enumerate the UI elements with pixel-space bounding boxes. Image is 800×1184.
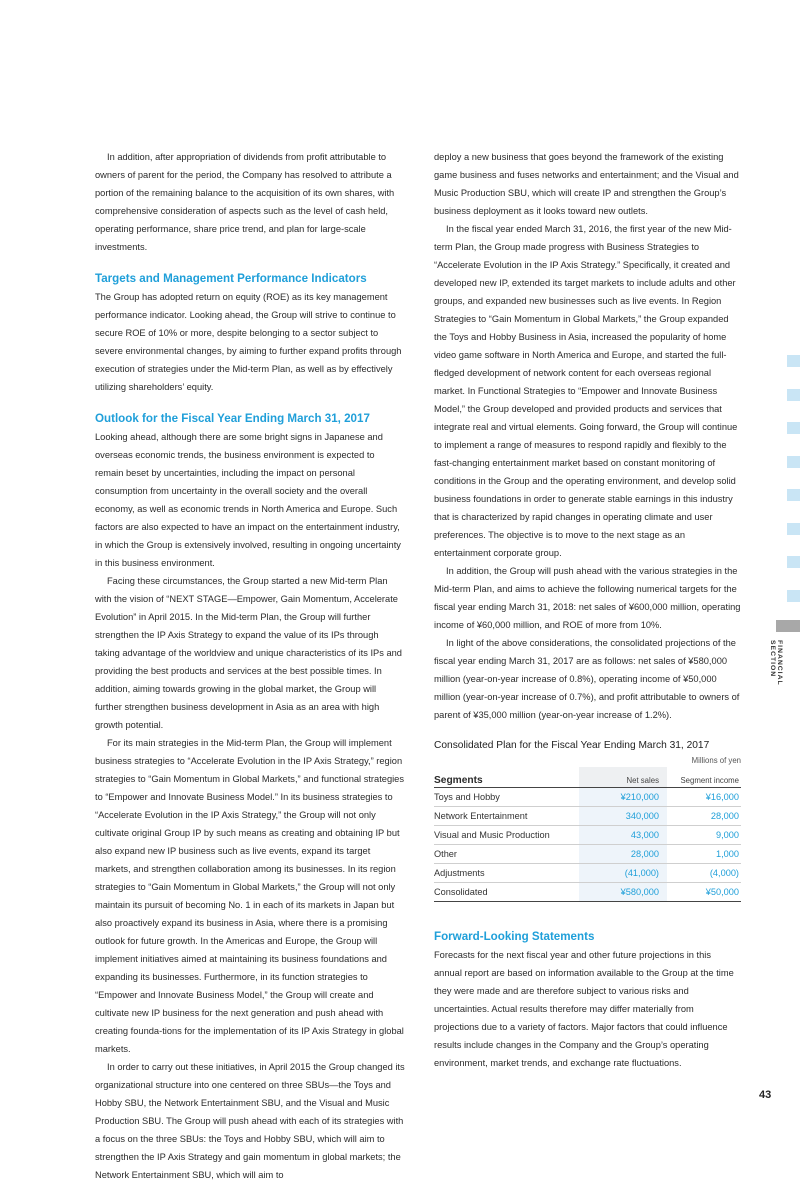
section-label: FINANCIAL SECTION xyxy=(769,640,783,686)
section-tabs xyxy=(787,355,800,623)
row-segment-income: (4,000) xyxy=(667,864,741,883)
section-tab[interactable] xyxy=(787,456,800,468)
section-tab[interactable] xyxy=(787,556,800,568)
row-net-sales: 43,000 xyxy=(579,826,667,845)
row-net-sales: (41,000) xyxy=(579,864,667,883)
table-row xyxy=(434,826,741,845)
section-tab[interactable] xyxy=(787,523,800,535)
table-row xyxy=(434,807,741,826)
paragraph-outlook-2: Facing these circumstances, the Group started a new Mid-term Plan with the vision of “NEXT STAGE—Empower, Gain Momentum, Accelerate Evolution” in April 2015. In the Mid-term Plan, the Group will further strengthen the IP Axis Strategy to expand the value of its IPs through taking advantage of the worldview and unique characteristics of its IPs and providing the best products and services at the best possible times. In addition, aiming towards growing in the global market, the Group will further strengthen business development in Asia as an area with high growth potential. xyxy=(95,576,402,730)
row-segment: Toys and Hobby xyxy=(434,788,579,807)
heading-forward-looking: Forward-Looking Statements xyxy=(434,930,595,943)
section-tab[interactable] xyxy=(787,489,800,501)
row-segment-income: ¥50,000 xyxy=(667,883,741,902)
consolidated-plan-table xyxy=(434,754,741,902)
table-row xyxy=(434,788,741,807)
column-header-net-sales: Net sales xyxy=(579,767,667,788)
section-tab-active[interactable] xyxy=(776,620,800,632)
table-title: Consolidated Plan for the Fiscal Year Ending March 31, 2017 xyxy=(434,740,710,751)
row-net-sales: 28,000 xyxy=(579,845,667,864)
section-tab[interactable] xyxy=(787,590,800,602)
paragraph-outlook-1: Looking ahead, although there are some bright signs in Japanese and overseas economic trends, the business environment is expected to remain beset by uncertainties, including the impact on personal consumption from uncertainty in the overall society and the overall economy, as well as economic trends in North America and Europe. Such factors are also expected to have an impact on the entertainment industry, in which the Group is extensively involved, resulting in ongoing uncertainty in this business environment. xyxy=(95,432,401,568)
row-segment-income: 1,000 xyxy=(667,845,741,864)
paragraph-targets-2018: In addition, the Group will push ahead with the various strategies in the Mid-term Plan, and aims to achieve the following numerical targets for the fiscal year ending March 31, 2018: net sales of ¥600,000 million, operating income of ¥60,000 million, and ROE of more from 10%. xyxy=(434,566,741,630)
paragraph-projections-2017: In light of the above considerations, the consolidated projections of the fiscal year ending March 31, 2017 are as follows: net sales of ¥580,000 million (year-on-year increase of 0.8%), operating income of ¥50,000 million (year-on-year increase of 0.7%), and profit attributable to owners of parent of ¥35,000 million (year-on-year increase of 1.2%). xyxy=(434,638,740,720)
paragraph-targets: The Group has adopted return on equity (ROE) as its key management performance indicator. Looking ahead, the Group will strive to continue to secure ROE of 10% or more, despite belonging to a sector subject to severe environmental changes, by aiming to further expand profits through execution of strategies under the Mid-term Plan, as well as by effectively utilizing shareholders’ equity. xyxy=(95,292,402,392)
table-row xyxy=(434,845,741,864)
row-segment: Consolidated xyxy=(434,883,579,902)
heading-outlook: Outlook for the Fiscal Year Ending March 31, 2017 xyxy=(95,412,370,425)
row-segment: Other xyxy=(434,845,579,864)
paragraph-outlook-4: In order to carry out these initiatives, in April 2015 the Group changed its organizational structure into one centered on three SBUs—the Toys and Hobby SBU, the Network Entertainment SBU, and the Visual and Music Production SBU. The Group will push ahead with each of its strategies with a focus on the three SBUs: the Toys and Hobby SBU, which will aim to strengthen the IP Axis Strategy and gain momentum in global markets; the Network Entertainment SBU, which will aim to xyxy=(95,1062,405,1180)
row-segment: Network Entertainment xyxy=(434,807,579,826)
section-tab[interactable] xyxy=(787,389,800,401)
row-segment-income: ¥16,000 xyxy=(667,788,741,807)
column-header-segment-income: Segment income xyxy=(667,767,741,788)
column-header-segments: Segments xyxy=(434,767,579,788)
row-net-sales: ¥580,000 xyxy=(579,883,667,902)
row-segment: Visual and Music Production xyxy=(434,826,579,845)
paragraph-outlook-3: For its main strategies in the Mid-term Plan, the Group will implement business strategies to “Accelerate Evolution in the IP Axis Strategy,” region strategies to “Gain Momentum in Global Markets,” and functional strategies to “Empower and Innovate Business Model.” In its business strategies to “Accelerate Evolution in the IP Axis Strategy,” the Group will not only cultivate original Group IP by such means as creating and obtaining IP but also expand new IP business such as live events, expand its target markets, and strengthen collaboration among its businesses. In its region strategies to “Gain Momentum in Global Markets,” the Group will not only maintain its pursuit of becoming No. 1 in each of its markets in Japan but also proactively expand its business in Asia, where there is a promising outlook for future growth. In the Americas and Europe, the Group will implement initiatives aimed at maintaining its business foundations and expanding its businesses. Furthermore, in its function strategies to “Empower and Innovate Business Model,” the Group will create and cultivate new IP business for the next generation and push ahead with creating founda-tions for the implementation of its IP Axis Strategy in global markets. xyxy=(95,738,405,1054)
paragraph-share-acquisition: In addition, after appropriation of dividends from profit attributable to owners of parent for the period, the Company has resolved to attribute a portion of the remaining balance to the acquisition of its own shares, with comprehensive consideration of aspects such as the level of cash held, operating performance, share price trend, and plan for large-scale investments. xyxy=(95,152,395,252)
table-row xyxy=(434,864,741,883)
page-number: 43 xyxy=(759,1089,772,1101)
row-net-sales: ¥210,000 xyxy=(579,788,667,807)
paragraph-forward-looking: Forecasts for the next fiscal year and other future projections in this annual report are based on information available to the Group at the time they were made and are therefore subject to various risks and uncertainties. Actual results therefore may differ materially from projections due to a variety of factors. Major factors that could influence results include changes in the Company and the Group’s operating environment, market trends, and exchange rate fluctuations. xyxy=(434,950,734,1068)
heading-targets: Targets and Management Performance Indicators xyxy=(95,272,367,285)
section-tab[interactable] xyxy=(787,355,800,367)
right-column xyxy=(434,148,741,1072)
table-row xyxy=(434,883,741,902)
paragraph-continued: deploy a new business that goes beyond the framework of the existing game business and fuses networks and entertainment; and the Visual and Music Production SBU, which will create IP and strengthen the Group’s business deployment as it looks toward new outlets. xyxy=(434,152,739,216)
row-segment-income: 9,000 xyxy=(667,826,741,845)
table-units: Millions of yen xyxy=(691,756,741,765)
row-segment: Adjustments xyxy=(434,864,579,883)
row-segment-income: 28,000 xyxy=(667,807,741,826)
left-column xyxy=(95,148,405,1184)
section-tab[interactable] xyxy=(787,422,800,434)
row-net-sales: 340,000 xyxy=(579,807,667,826)
paragraph-fiscal-2016: In the fiscal year ended March 31, 2016, the first year of the new Mid-term Plan, the Group made progress with Business Strategies to “Accelerate Evolution in the IP Axis Strategy.” Specifically, it created and developed new IP, extended its target markets to include adults and other groups, and expanded new businesses such as live events. In Region Strategies to “Gain Momentum in Global Markets,” the Group expanded the Toys and Hobby Business in Asia, increased the popularity of home video game software in North America and Europe, and started the full-fledged development of network content for each overseas regional market. In Functional Strategies to “Empower and Innovate Business Model,” the Group developed and provided products and services that integrate real and virtual elements. Going forward, the Group will continue to implement a range of measures to respond rapidly and flexibly to the fast-changing entertainment market based on constant monitoring of conditions in the Group and the operating environment, and develop solid business foundations in order to generate stable earnings in this industry that is characterized by rapid changes in operating climate and user preferences. The objective is to move to the next stage as an entertainment corporate group. xyxy=(434,224,738,558)
